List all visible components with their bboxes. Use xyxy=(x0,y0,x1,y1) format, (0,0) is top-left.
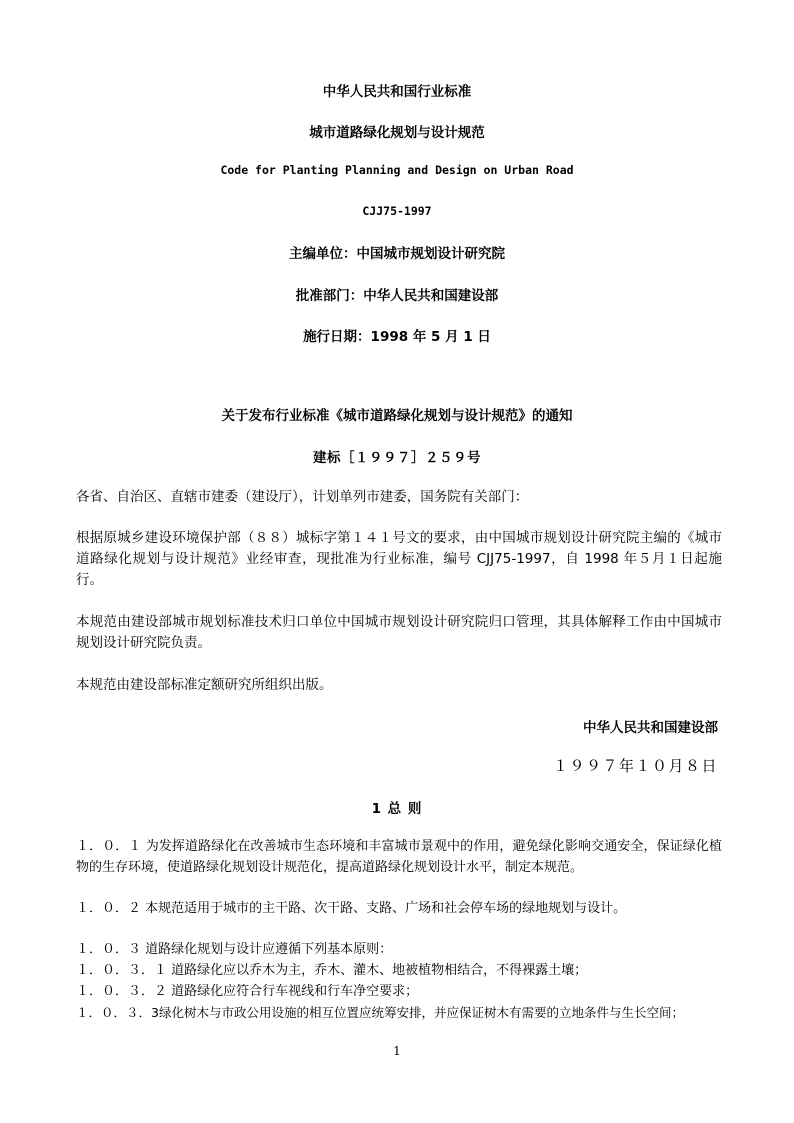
editor-unit: 主编单位：中国城市规划设计研究院 xyxy=(289,246,505,262)
clause-1-0-1: １．０．１ 为发挥道路绿化在改善城市生态环境和丰富城市景观中的作用，避免绿化影响交通安全，保证绿化植物的生存环境，使道路绿化规划设计规范化，提高道路绿化规划设计水平，制定本规范。 xyxy=(76,839,722,875)
clause-1-0-2: １．０．２ 本规范适用于城市的主干路、次干路、支路、广场和社会停车场的绿地规划与设计。 xyxy=(76,901,627,916)
standard-code: CJJ75-1997 xyxy=(362,204,432,218)
standard-title-cn: 城市道路绿化规划与设计规范 xyxy=(309,125,485,141)
clause-1-0-3-3: １．０．３．3绿化树木与市政公用设施的相互位置应统筹安排，并应保证树木有需要的立地条件与生长空间； xyxy=(76,1005,684,1020)
standard-title-en: Code for Planting Planning and Design on Urban Road xyxy=(220,163,574,177)
notice-salutation: 各省、自治区、直辖市建委（建设厅），计划单列市建委，国务院有关部门： xyxy=(76,489,529,505)
signing-date: １９９７年１０月８日 xyxy=(552,757,718,775)
notice-number: 建标［１９９７］２５９号 xyxy=(313,450,481,466)
standard-org: 中华人民共和国行业标准 xyxy=(322,84,472,100)
approving-department: 批准部门：中华人民共和国建设部 xyxy=(295,288,499,304)
effective-date: 施行日期：1998 年 5 月 1 日 xyxy=(303,329,491,345)
page-number: 1 xyxy=(393,1044,401,1058)
clause-1-0-3-1: １．０．３．１ 道路绿化应以乔木为主，乔木、灌木、地被植物相结合，不得裸露土壤； xyxy=(76,963,588,978)
notice-paragraph-3: 本规范由建设部标准定额研究所组织出版。 xyxy=(76,677,333,693)
notice-paragraph-1: 根据原城乡建设环境保护部（８８）城标字第１４１号文的要求，由中国城市规划设计研究院主编的《城市道路绿化规划与设计规范》业经审查，现批准为行业标准，编号 CJJ75-1997，自 1998 年５月１日起施行。 xyxy=(76,530,722,588)
clause-1-0-3-2: １．０．３．２ 道路绿化应符合行车视线和行车净空要求； xyxy=(76,984,419,999)
notice-paragraph-2: 本规范由建设部城市规划标准技术归口单位中国城市规划设计研究院归口管理，其具体解释工作由中国城市规划设计研究院负责。 xyxy=(76,614,722,651)
notice-title: 关于发布行业标准《城市道路绿化规划与设计规范》的通知 xyxy=(221,408,573,424)
clause-1-0-3: １．０．３ 道路绿化规划与设计应遵循下列基本原则： xyxy=(76,942,393,957)
signing-authority: 中华人民共和国建设部 xyxy=(583,720,718,736)
chapter-heading: 1 总 则 xyxy=(371,801,423,817)
